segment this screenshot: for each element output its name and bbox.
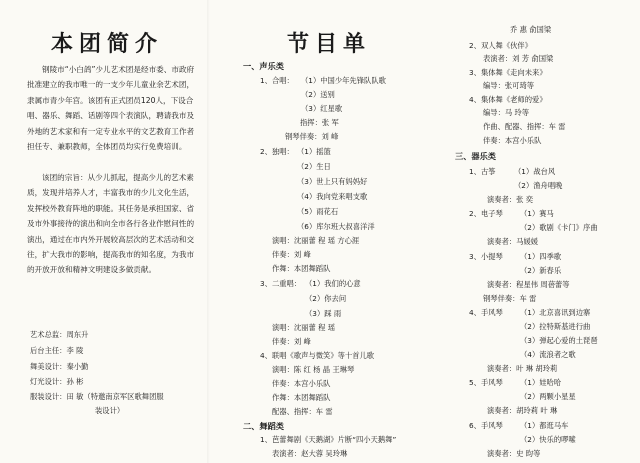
staff: 表演者：赵大蓉 吴玲琳 bbox=[272, 449, 348, 458]
intro-paragraph-2: 该团的宗旨：从少儿抓起，提高少儿的艺术素质，发现并培养人才，丰富我市的少儿文化生活，发挥校外教育阵地的职能。其任务是承担国家、省及市外事接待的演出和向全市各行各业作慰问性的演出，通过在市内外开展较高层次的艺术活动和交往，扩大我市的影响，提高我市的知名度，为我市的开放开放和精神文明建设多做贡献。 bbox=[27, 173, 195, 275]
staff: 配器、指挥：车 雷 bbox=[272, 407, 333, 416]
credit-line: 艺术总监：周东升 bbox=[30, 330, 89, 339]
staff: 指挥：张 军 bbox=[300, 118, 339, 127]
piece: （1）娃哈哈 bbox=[520, 378, 562, 387]
credit-note: 装设计） bbox=[95, 406, 125, 415]
section-vocal: 一、声乐类 bbox=[243, 61, 284, 71]
staff: 演唱：沈丽蕾 程 瑶 bbox=[272, 323, 336, 332]
piece: （1）都逛马车 bbox=[520, 421, 569, 430]
staff: 演奏者：史 昀等 bbox=[487, 449, 541, 458]
program-item: 1、芭蕾舞剧《天鹅湖》片断“四小天鹅舞” bbox=[260, 435, 397, 444]
staff: 作舞：本团舞蹈队 bbox=[272, 264, 331, 273]
staff: 伴奏：本宫小乐队 bbox=[272, 379, 331, 388]
staff: 演奏者：张 奕 bbox=[487, 195, 534, 204]
program-item: 2、双人舞《伙伴》 bbox=[469, 41, 533, 50]
song: （1）中国少年先锋队队歌 bbox=[301, 76, 386, 85]
song: （2）生日 bbox=[297, 162, 331, 171]
staff: 伴奏：刘 峰 bbox=[272, 337, 311, 346]
staff: 伴奏：本宫小乐队 bbox=[483, 136, 542, 145]
program-item: 4、集体舞《老师的爱》 bbox=[469, 95, 547, 104]
credit-line: 舞美设计：秦小勤 bbox=[30, 362, 89, 371]
section-dance: 二、舞蹈类 bbox=[243, 421, 284, 431]
piece: （2）新春乐 bbox=[520, 266, 562, 275]
program-item: 5、手风琴 bbox=[469, 378, 503, 387]
song: （3）红星歌 bbox=[301, 104, 343, 113]
staff: 编导：张可琦等 bbox=[483, 81, 535, 90]
program-item: 4、联唱《歌声与微笑》等十首儿歌 bbox=[260, 351, 375, 360]
piece: （1）赛马 bbox=[520, 209, 554, 218]
program-item: 4、手风琴 bbox=[469, 308, 503, 317]
credit-line: 灯光设计：孙 彬 bbox=[30, 377, 84, 386]
song: （2）送别 bbox=[301, 90, 335, 99]
program-item: 2、电子琴 bbox=[469, 209, 503, 218]
fold-line bbox=[207, 0, 210, 463]
piece: （1）战台风 bbox=[514, 167, 556, 176]
intro-paragraph-1: 钢陵市“小白鸽”少儿艺术团是经市委、市政府批准建立的我市唯一的一支少年儿童业余艺术团，隶属市青少年宫。该团有正式团员120人，下设合唱、器乐、舞蹈、话剧等四个表演队，聘请我市及外地的艺术家和有一定专业水平的文艺教育工作者担任专、兼职教师，全体团员均实行免费培训。 bbox=[27, 65, 195, 152]
staff: 演奏者：马媛媛 bbox=[487, 237, 539, 246]
piece: （2）歌剧《卡门》序曲 bbox=[520, 223, 598, 232]
piece: （2）渔舟唱晚 bbox=[514, 181, 563, 190]
song: （3）踩 雨 bbox=[305, 309, 342, 318]
piece: （2）两颗小星星 bbox=[520, 392, 576, 401]
piece: （4）流浪者之歌 bbox=[520, 350, 576, 359]
staff: 表演者：刘 芳 俞国梁 bbox=[483, 54, 554, 63]
program-item: 2、独唱： bbox=[260, 147, 294, 156]
song: （4）我向党来唱支歌 bbox=[297, 192, 368, 201]
program-item: 1、古筝 bbox=[469, 167, 496, 176]
piece: （2）拉特斯基进行曲 bbox=[520, 322, 591, 331]
program-item: 3、二重唱： bbox=[260, 279, 302, 288]
credit-line: 服装设计：田 敏（特邀南京军区歌舞团服 bbox=[30, 392, 164, 401]
song: （3）世上只有妈妈好 bbox=[297, 177, 368, 186]
piece: （1）北京喜讯到边寨 bbox=[520, 308, 591, 317]
staff: 演唱：沈丽蕾 程 瑶 方心涯 bbox=[272, 236, 360, 245]
staff: 作曲、配器、指挥：车 雷 bbox=[483, 122, 566, 131]
staff: 乔 惠 俞国梁 bbox=[510, 25, 552, 34]
staff: 演奏者：程星伟 周蓓蕾等 bbox=[487, 280, 570, 289]
song: （1）我们的心意 bbox=[305, 279, 361, 288]
staff: 演唱：陈 红 杨 晶 王琳琴 bbox=[272, 365, 355, 374]
staff: 编导：马 玲等 bbox=[483, 108, 530, 117]
song: （2）你去问 bbox=[305, 294, 347, 303]
song: （6）库尔班大叔喜洋洋 bbox=[297, 222, 375, 231]
program-item: 1、合唱： bbox=[260, 76, 294, 85]
program-item: 3、集体舞《走向未来》 bbox=[469, 68, 547, 77]
program-item: 3、小提琴 bbox=[469, 252, 503, 261]
section-instrumental: 三、器乐类 bbox=[455, 151, 496, 161]
staff: 演奏者：胡玲莉 叶 琳 bbox=[487, 406, 558, 415]
staff: 钢琴伴奏：车 雷 bbox=[483, 294, 537, 303]
credit-line: 后台主任：李 陵 bbox=[30, 346, 84, 355]
program-item: 6、手风琴 bbox=[469, 421, 503, 430]
piece: （1）四季歌 bbox=[520, 252, 562, 261]
song: （5）雨花石 bbox=[297, 207, 339, 216]
piece: （3）弹起心爱的土琵琶 bbox=[520, 336, 598, 345]
staff: 钢琴伴奏：刘 峰 bbox=[285, 132, 339, 141]
song: （1）摇篮 bbox=[297, 147, 331, 156]
staff: 作舞：本团舞蹈队 bbox=[272, 393, 331, 402]
staff: 演奏者：叶 琳 胡玲莉 bbox=[487, 364, 558, 373]
left-title: 本团简介 bbox=[51, 32, 164, 57]
program-title: 节目单 bbox=[287, 32, 372, 57]
staff: 伴奏：刘 峰 bbox=[272, 250, 311, 259]
piece: （2）快乐的啰嗦 bbox=[520, 435, 576, 444]
